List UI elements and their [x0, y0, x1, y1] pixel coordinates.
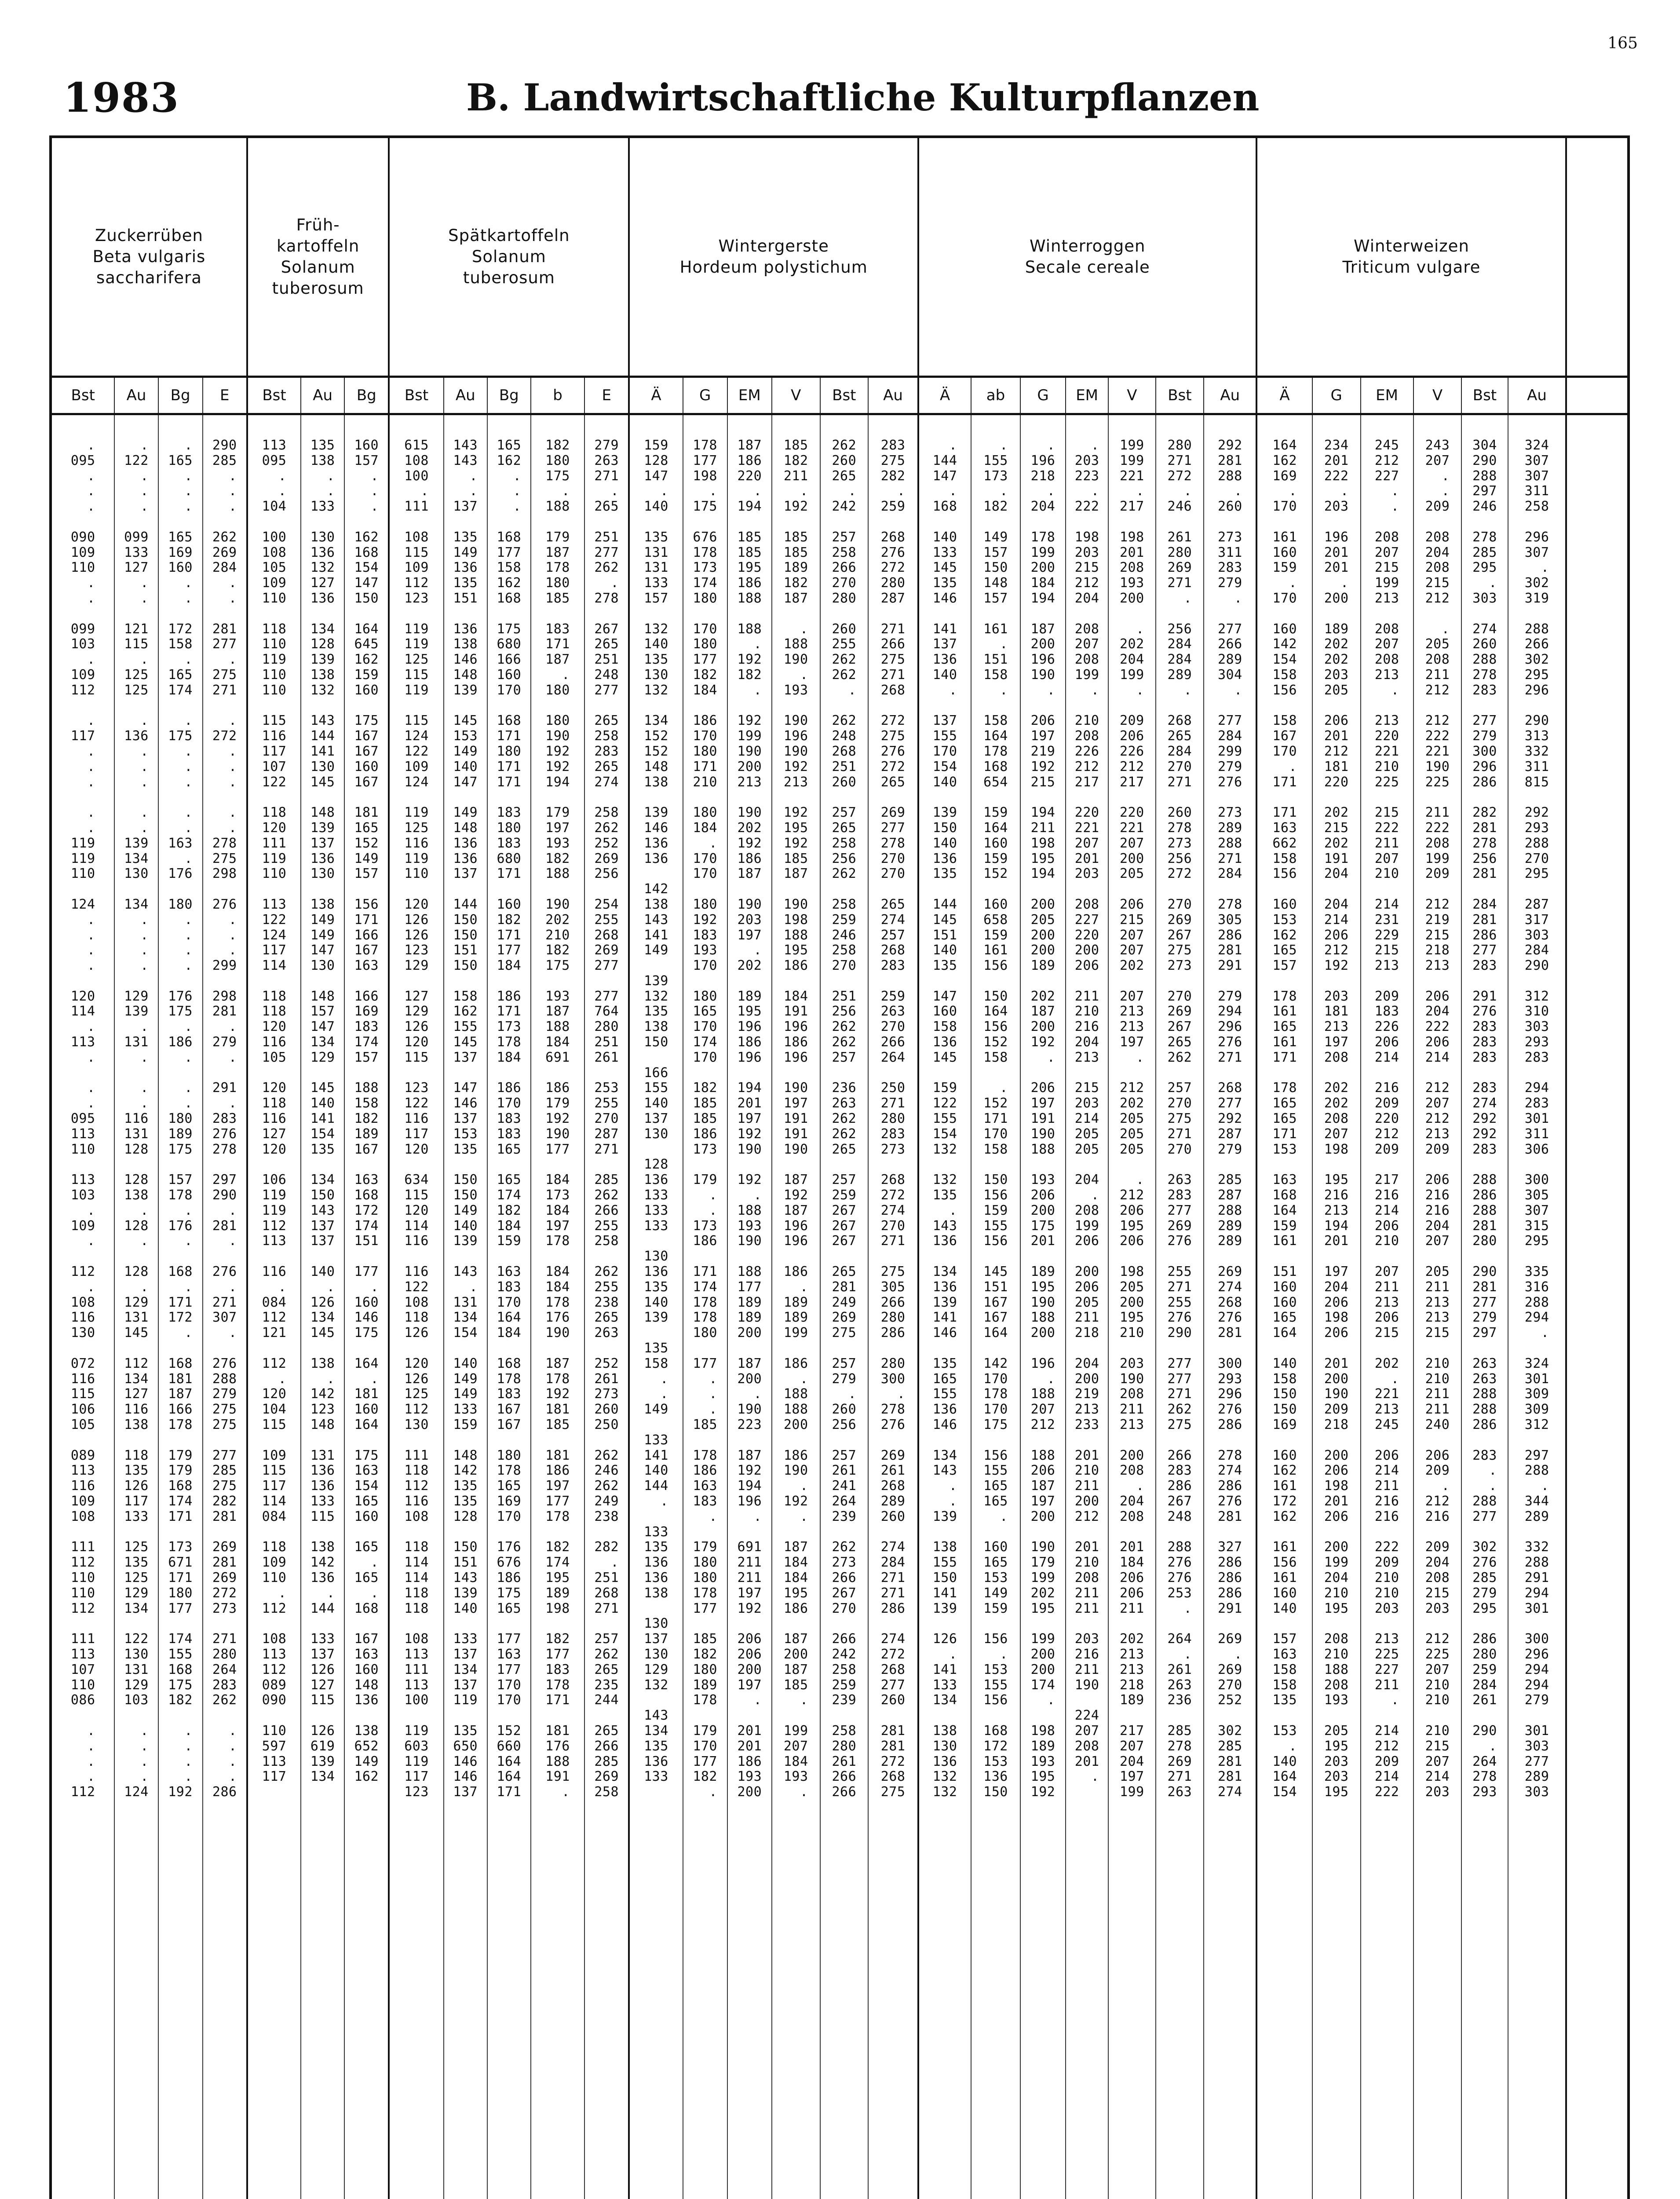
column-values: 178 177 198 . 175 676 178 173 174 180 170 180 177 182 184 186 170 180 171 210 180 184 . 170 170 180 192 183 193 170 180 165 170 174 170 182 185 185 186 173 179 . . 173 186 171 174 178 178 180 177 . . . 185 178 186 163 183 . 179 180 180 178 177 185 182 180 189 178 179 170 177 182 .: [693, 438, 717, 1800]
column-values: . 196 218 . 204 178 199 200 184 194 187 200 196 190 . 206 197 219 192 215 194 211 198 195 194 200 205 200 200 189 202 187 200 192 . 206 197 191 190 188 193 206 200 175 201 189 195 190 188 200 196 . 188 207 212 188 206 187 197 200 190 179 199 202 195 199 200 200 174 . 198 189 193 195 192: [1030, 438, 1055, 1800]
data-column: [531, 414, 584, 2199]
data-column: [584, 414, 629, 2199]
column-header: Ä: [629, 377, 683, 414]
column-header: Ä: [1256, 377, 1312, 414]
page-number: 165: [1607, 34, 1638, 52]
column-values: 187 186 220 . 194 185 185 195 186 188 188 . 192 182 . 192 199 190 200 213 190 202 192 186 187 190 203 197 . 202 189 195 196 186 196 194 201 197 192 190 192 . 188 193 190 188 177 189 189 200 187 200 . 190 223 187 192 194 196 . 691 211 211 197 192 206 206 200 197 . 201 201 186 193 200: [737, 438, 762, 1800]
data-column: [868, 414, 918, 2199]
column-header: G: [1020, 377, 1066, 414]
group-header-row: [51, 137, 1629, 377]
column-header-row: [51, 377, 1629, 414]
column-header: G: [683, 377, 727, 414]
group-header-winterroggen: [918, 137, 1256, 377]
column-values: 199 199 221 . 217 198 201 208 193 200 . 202 204 199 . 209 206 226 212 217 220 221 207 200 205 206 215 207 207 202 207 213 213 197 . 212 202 205 205 205 . 212 206 195 206 198 205 200 195 210 203 190 208 211 213 200 208 . 204 208 201 184 206 206 211 202 213 213 218 189 217 207 204 197 199: [1120, 438, 1144, 1800]
column-values: 143 143 . . 137 135 149 136 135 151 136 138 146 148 139 145 153 149 140 147 149 148 136 136 137 144 150 150 151 150 158 162 155 145 137 147 146 137 153 135 150 150 149 140 139 143 . 131 134 154 140 149 149 133 159 148 142 135 135 128 150 151 143 139 140 133 137 134 137 119 135 650 146 146 137: [453, 438, 478, 1800]
column-values: 262 260 265 . 242 257 258 266 270 280 260 255 262 262 . 262 248 268 251 260 257 265 258 256 262 258 259 246 258 270 251 256 262 262 257 236 263 262 262 265 257 259 267 267 267 265 281 249 269 275 257 279 . 260 256 257 261 241 264 239 262 273 266 267 270 266 242 258 259 239 258 280 261 266 266: [832, 438, 857, 1800]
column-values: . 144 147 . 168 140 133 145 135 146 141 137 136 140 . 137 155 170 154 140 139 150 140 136 135 144 145 151 140 135 147 160 158 136 145 159 122 155 154 132 132 135 . 143 136 134 136 139 141 146 135 165 155 136 146 134 143 . . 139 138 155 150 141 139 126 . 141 133 134 138 130 136 132 132: [932, 438, 957, 1800]
crop-data-table: [49, 135, 1630, 2199]
data-column: [772, 414, 820, 2199]
data-column: [1508, 414, 1567, 2199]
column-header: Bg: [344, 377, 389, 414]
column-header: E: [203, 377, 247, 414]
column-header: EM: [1066, 377, 1108, 414]
column-header: Au: [868, 377, 918, 414]
column-values: 185 182 211 . 192 185 185 189 182 187 . 188 190 . 193 190 196 190 192 213 192 195 192 185 187 190 198 188 195 186 184 191 196 186 196 190 197 191 191 190 187 192 187 196 196 186 . 189 189 199 186 . 188 188 200 186 190 . 192 . 187 184 184 195 186 187 200 187 185 . 199 207 184 193 .: [783, 438, 808, 1800]
data-column: [114, 414, 158, 2199]
column-values: 159 128 147 . 140 135 131 131 133 157 132 140 135 130 132 134 152 152 148 138 139 146 136 136 142 138 143 141 149 139 132 135 138 150 166 155 140 137 130 128 136 133 133 133 130 136 135 140 139 135 158 . . 149 133 141 140 144 . 133 135 136 136 138 130 137 130 129 132 143 134 135 136 133: [644, 438, 668, 1785]
data-column: [444, 414, 487, 2199]
column-values: 182 180 175 . 188 179 187 178 180 185 183 171 187 . 180 180 190 192 192 194 179 197 193 182 188 190 202 210 182 175 193 187 188 184 691 186 179 192 190 177 184 173 184 197 178 184 184 178 176 190 187 178 192 181 185 181 186 197 177 178 182 174 195 189 198 182 177 183 178 171 181 176 188 191 .: [545, 438, 570, 1800]
column-values: 304 290 288 297 246 278 285 295 . 303 274 260 288 278 283 277 279 300 296 286 282 281 278 256 281 284 281 286 277 283 291 276 283 283 283 283 274 292 292 283 288 286 288 281 280 290 281 277 279 297 263 263 288 288 286 283 . . 288 277 302 276 285 279 295 286 280 259 284 261 290 . 264 278 293: [1472, 438, 1497, 1800]
data-column: [820, 414, 869, 2199]
data-column: [301, 414, 344, 2199]
data-column: [158, 414, 203, 2199]
column-values: 164 162 169 . 170 161 160 159 . 170 160 142 154 158 156 158 167 170 . 171 171 163 662 158 156 160 153 162 165 157 178 161 165 161 171 178 165 165 171 153 163 168 164 159 161 151 160 160 165 164 140 158 150 150 169 160 162 161 172 162 161 156 161 160 140 157 163 158 158 135 153 . 140 164 154: [1272, 438, 1297, 1800]
column-header: Au: [444, 377, 487, 414]
data-column: [344, 414, 389, 2199]
column-header: ab: [971, 377, 1020, 414]
data-column: [629, 414, 683, 2199]
data-column: [971, 414, 1020, 2199]
column-values: 234 201 222 . 203 196 201 201 . 200 189 202 202 203 205 206 201 212 181 220 202 215 202 191 204 204 214 206 212 192 203 181 213 197 208 202 202 208 207 198 195 216 213 194 201 197 204 206 198 206 201 200 190 209 218 200 206 198 201 206 200 199 204 210 195 208 210 188 208 193 205 195 203 203 195: [1324, 438, 1349, 1800]
column-header: b: [531, 377, 584, 414]
page-title: B. Landwirtschaftliche Kulturpflanzen: [466, 76, 1260, 119]
data-column: [1256, 414, 1312, 2199]
column-header: Bst: [820, 377, 869, 414]
group-header-empty: [1566, 137, 1629, 377]
column-values: 292 281 288 . 260 273 311 283 279 . 277 266 289 304 . 277 284 299 279 276 273 289 288 271 284 278 305 286 281 291 279 294 296 276 271 268 277 292 287 279 285 287 288 289 289 269 274 268 276 281 300 293 296 276 286 278 274 286 276 281 327 286 286 286 291 269 . 269 270 252 302 285 281 281 274: [1217, 438, 1242, 1800]
column-header: Au: [1204, 377, 1256, 414]
year-heading: 1983: [63, 74, 180, 121]
data-column: [487, 414, 531, 2199]
group-header-spaetkartoffeln: [389, 137, 629, 377]
column-values: 160 157 . . . 162 168 154 147 150 164 645 162 159 160 175 167 167 160 167 181 165 152 149 157 156 171 166 167 163 166 169 183 174 157 188 158 182 189 167 163 168 172 174 151 177 . 160 146 175 164 . 181 160 164 175 163 154 165 160 165 . 165 . 168 167 163 160 148 136 138 652 149 162: [354, 438, 379, 1785]
data-body-row: [51, 414, 1629, 2199]
column-header: Bst: [389, 377, 443, 414]
column-values: 280 271 272 . 246 261 280 269 271 . 256 284 284 289 . 268 265 284 270 271 260 278 273 256 272 270 269 267 275 273 270 269 267 265 262 257 270 275 271 270 263 283 277 269 276 255 271 255 276 290 277 277 271 262 275 266 283 286 267 248 288 276 276 253 . 264 . 261 263 236 285 278 269 271 263: [1167, 438, 1192, 1800]
column-header: [1566, 377, 1629, 414]
column-values: 245 212 227 . . 208 207 215 199 213 208 207 208 213 . 213 220 221 210 225 215 222 211 207 210 214 231 229 215 213 209 183 226 206 214 216 209 220 212 209 217 216 214 206 210 207 211 213 206 215 202 . 221 213 245 206 214 211 216 216 222 209 210 210 203 213 225 227 211 . 214 212 209 214 222: [1374, 438, 1399, 1800]
group-header-winterweizen: [1256, 137, 1566, 377]
column-header: Ä: [918, 377, 971, 414]
data-column: [1156, 414, 1204, 2199]
column-values: 279 263 271 . 265 251 277 262 . 278 267 265 251 248 277 265 258 283 265 274 258 262 252 269 256 254 255 268 269 277 277 764 280 251 261 253 255 270 287 271 285 262 266 255 258 262 255 238 265 263 252 261 273 260 250 262 246 262 249 238 282 . 251 268 271 257 262 265 235 244 265 266 285 269 258: [594, 438, 619, 1800]
column-header: Au: [1508, 377, 1567, 414]
column-values: 113 095 . . 104 100 108 105 109 110 118 110 119 110 110 115 116 117 107 122 118 120 111 119 110 113 122 124 117 114 118 118 120 116 105 120 118 116 127 120 106 119 119 112 113 116 . 084 112 121 112 . 120 104 115 109 115 117 114 084 118 109 110 . 112 108 113 112 089 090 110 597 113 117: [262, 438, 287, 1785]
column-header: EM: [727, 377, 772, 414]
column-header: Bg: [487, 377, 531, 414]
column-header: V: [1413, 377, 1462, 414]
column-header: Bg: [158, 377, 203, 414]
data-column: [1204, 414, 1256, 2199]
data-column: [1066, 414, 1108, 2199]
column-values: . 095 . . . 090 109 110 . . 099 103 . 109 112 . 117 . . . . . 119 119 110 124 . . . . 120 114 . 113 . . . 095 113 110 113 103 . 109 . 112 . 108 116 130 072 116 115 106 105 089 113 116 109 108 111 112 110 110 112 111 113 107 110 086 . . . . 112: [70, 438, 95, 1800]
column-values: 135 138 . . 133 130 136 132 127 136 134 128 139 138 132 143 144 141 130 145 148 139 137 136 130 138 149 149 147 130 148 157 147 134 129 145 140 141 154 135 134 150 143 137 137 140 . 126 134 145 138 . 142 123 148 131 136 136 133 115 138 142 136 . 144 133 137 126 127 115 126 619 139 134: [310, 438, 335, 1785]
column-values: 243 207 . . 209 208 204 208 215 212 . 205 208 211 212 212 222 221 190 225 211 222 208 199 209 212 219 215 218 213 206 204 222 206 214 212 207 212 213 209 206 216 216 204 207 205 211 213 213 215 210 210 211 211 240 206 209 . 212 216 209 204 208 215 203 212 225 207 210 210 210 215 207 214 203: [1425, 438, 1450, 1800]
column-header: Bst: [1461, 377, 1508, 414]
data-column: [1361, 414, 1413, 2199]
column-values: 324 307 307 311 258 296 307 . 302 319 288 266 302 295 296 290 313 332 311 815 292 293 288 270 295 287 317 303 284 290 312 310 303 293 283 294 283 301 311 306 300 305 307 315 295 335 316 288 294 . 324 301 309 309 312 297 288 . 344 289 332 288 291 294 301 300 296 294 294 279 301 303 277 289 303: [1524, 438, 1549, 1800]
column-header: V: [772, 377, 820, 414]
data-column: [247, 414, 301, 2199]
group-label: Zuckerrüben Beta vulgaris saccharifera: [92, 226, 206, 287]
group-label: Winterroggen Secale cereale: [1025, 237, 1150, 277]
column-values: 290 285 . . . 262 269 284 . . 281 277 . 275 271 . 272 . . . . . 278 275 298 276 . . . 299 298 281 . 279 . 291 . 283 276 278 297 290 . 281 . 276 . 271 307 . 276 288 279 275 275 277 285 275 282 281 269 281 269 272 273 271 280 264 283 262 . . . . 286: [212, 438, 237, 1800]
data-column: [918, 414, 971, 2199]
data-column: [1312, 414, 1361, 2199]
group-label: Wintergerste Hordeum polystichum: [679, 237, 868, 277]
column-header: Au: [301, 377, 344, 414]
group-label: Winterweizen Triticum vulgare: [1342, 237, 1481, 277]
group-label: Spätkartoffeln Solanum tuberosum: [448, 226, 570, 287]
data-column: [203, 414, 247, 2199]
column-header: EM: [1361, 377, 1413, 414]
column-values: . 203 223 . 222 198 203 215 212 204 208 207 208 199 . 210 208 226 212 217 220 221 207 201 203 208 227 220 200 206 211 210 216 204 213 215 203 214 205 205 204 . 208 199 206 200 206 205 211 218 204 200 219 213 233 201 210 211 200 212 201 210 208 211 211 203 216 211 190 224 207 208 201 .: [1074, 438, 1099, 1785]
column-values: . 165 . . . 165 169 160 . . 172 158 . 165 174 . 175 . . . . . 163 . 176 180 . . . . 176 175 . 186 . . . 180 189 175 157 178 . 176 . 168 . 171 172 . 168 181 187 166 178 179 179 168 174 171 173 671 171 180 177 174 155 168 175 182 . . . . 192: [168, 438, 193, 1800]
group-label: Früh- kartoffeln Solanum tuberosum: [272, 216, 364, 298]
data-column: [1020, 414, 1066, 2199]
column-values: 165 162 . . . 168 177 158 162 168 175 680 166 160 170 168 171 180 171 171 183 180 183 680 171 160 182 171 177 184 186 171 173 178 184 186 170 183 183 165 165 174 182 184 159 163 183 170 164 184 168 178 183 167 167 180 178 165 169 170 176 676 186 175 165 177 163 177 170 170 152 660 164 164 171: [497, 438, 522, 1800]
data-column: [1108, 414, 1156, 2199]
column-header: Au: [114, 377, 158, 414]
group-header-wintergerste: [629, 137, 918, 377]
column-header: G: [1312, 377, 1361, 414]
column-values: 615 108 100 . 111 108 115 109 112 123 119 119 125 115 119 115 124 122 109 124 119 125 116 119 110 120 126 126 123 129 127 129 126 120 115 123 122 116 117 120 634 115 120 114 116 116 122 108 118 126 120 126 125 112 130 111 118 112 116 108 118 114 114 118 118 108 113 111 113 100 119 603 119 117 123: [404, 438, 429, 1800]
data-column: [683, 414, 727, 2199]
data-column: [727, 414, 772, 2199]
group-header-zuckerrueben: [51, 137, 247, 377]
data-column: [1461, 414, 1508, 2199]
column-values: . 122 . . . 099 133 127 . . 121 115 . 125 125 . 136 . . . . . 139 134 130 134 . . . . 129 139 . 131 . . . 116 131 128 128 138 . 128 . 128 . 129 131 145 112 134 127 116 138 118 135 126 117 133 125 135 125 129 134 122 130 131 129 103 . . . . 124: [124, 438, 149, 1800]
column-header: V: [1108, 377, 1156, 414]
data-column: [51, 414, 114, 2199]
column-header: E: [584, 377, 629, 414]
group-header-fruehkartoffeln: [247, 137, 389, 377]
data-column: [1413, 414, 1462, 2199]
data-column: [1566, 414, 1629, 2199]
column-header: Bst: [51, 377, 114, 414]
column-values: 283 275 282 . 259 268 276 272 280 287 271 266 275 271 268 272 275 276 272 265 269 277 278 270 270 265 274 257 268 283 259 263 270 266 264 250 271 280 283 273 268 272 274 270 271 275 305 266 280 286 280 300 . 278 276 269 261 268 289 260 274 284 271 271 286 274 272 268 277 260 281 281 272 268 275: [880, 438, 906, 1800]
data-column: [389, 414, 443, 2199]
column-values: . 155 173 . 182 149 157 150 148 157 161 . 151 158 . 158 164 178 168 654 159 164 160 159 152 160 658 159 161 156 150 164 156 152 158 . 152 171 170 158 150 156 159 155 156 145 151 167 167 164 142 170 178 170 175 156 155 165 165 . 160 165 153 149 159 156 . 153 155 156 168 172 153 136 150: [983, 438, 1008, 1800]
column-header: Bst: [247, 377, 301, 414]
column-header: Bst: [1156, 377, 1204, 414]
